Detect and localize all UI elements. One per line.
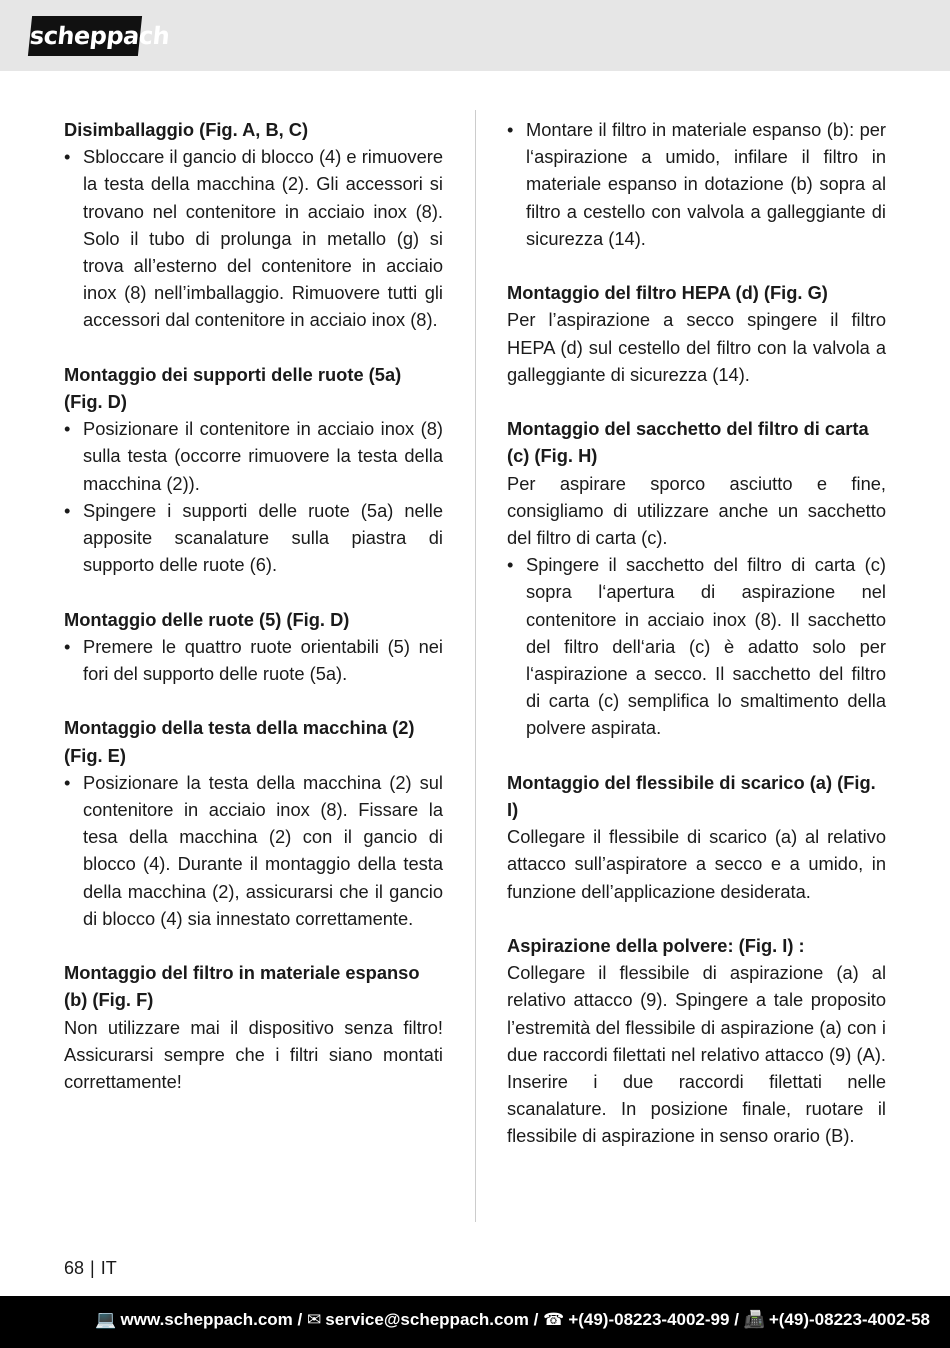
scheppach-logo: scheppach xyxy=(28,16,142,56)
list-item-text: Sbloccare il gancio di blocco (4) e rimuovere la testa della macchina (2). Gli accessori si trovano nel contenitore in acciaio inox (8). Solo il tubo di prolunga in metallo (g) si trova all’esterno del contenitore in acciaio inox (8) nell’imballaggio. Rimuovere tutti gli accessori dal contenitore in acciaio inox (8). xyxy=(83,146,443,331)
paragraph: Per l’aspirazione a secco spingere il filtro HEPA (d) sul cestello del filtro con la valvola a galleggiante di sicurezza (14). xyxy=(507,309,886,385)
bullet-list xyxy=(64,415,443,578)
list-item xyxy=(64,497,443,579)
bullet-icon: • xyxy=(507,119,514,140)
section-filtro-hepa xyxy=(507,279,886,388)
list-item xyxy=(507,551,886,741)
section-heading: Montaggio dei supporti delle ruote (5a) (Fig. D) xyxy=(64,363,402,413)
section-heading: Montaggio del filtro in materiale espanso (b) (Fig. F) xyxy=(64,962,420,1011)
list-item xyxy=(64,415,443,497)
list-item-text: Posizionare la testa della macchina (2) sul contenitore in acciaio inox (8). Fissare la tesa della macchina (2) con il gancio di blocco (4). Durante il montaggio della testa della macchina (2), assicurarsi che il gancio di blocco (4) sia innestato correttamente. xyxy=(83,771,443,929)
fax-number: +(49)-08223-4002-58 xyxy=(768,1310,930,1329)
right-column xyxy=(507,116,886,1177)
language-code: IT xyxy=(100,1258,117,1278)
fax-icon: 📠 xyxy=(743,1310,765,1329)
paragraph: Collegare il flessibile di scarico (a) al relativo attacco sull’aspiratore a secco e a umido, in funzione dell’applicazione desiderata. xyxy=(507,826,886,902)
bullet-list xyxy=(64,769,443,932)
bullet-icon: • xyxy=(507,554,514,576)
section-supporti-ruote xyxy=(64,361,443,579)
paragraph: Collegare il flessibile di aspirazione (a) al relativo attacco (9). Spingere a tale proposito l’estremità del flessibile di aspirazione (a) con i due raccordi filettati nel relativo attacco (9) (A). Inserire i due raccordi filettati nelle scanalature. In posizione finale, ruotare il flessibile di aspirazione in senso orario (B). xyxy=(507,962,886,1147)
section-heading: Montaggio della testa della macchina (2) (Fig. E) xyxy=(64,717,415,766)
section-filtro-espanso-cont xyxy=(507,116,886,252)
contact-bar xyxy=(0,1296,950,1348)
bullet-list xyxy=(64,633,443,687)
list-item-text: Spingere i supporti delle ruote (5a) nelle apposite scanalature sulla piastra di supporto delle ruote (6). xyxy=(83,499,443,576)
section-disimballaggio xyxy=(64,116,443,334)
section-heading: Montaggio del sacchetto del filtro di carta (c) (Fig. H) xyxy=(507,418,869,467)
mail-icon: ✉ xyxy=(306,1310,322,1329)
list-item-text: Premere le quattro ruote orientabili (5) nei fori del supporto delle ruote (5a). xyxy=(83,635,443,685)
website-link[interactable]: www.scheppach.com xyxy=(120,1310,293,1329)
paragraph: Non utilizzare mai il dispositivo senza filtro! Assicurarsi sempre che i filtri siano montati correttamente! xyxy=(64,1016,443,1093)
section-flessibile-scarico xyxy=(507,769,886,905)
bullet-icon: • xyxy=(64,635,71,657)
contact-separator: / xyxy=(297,1310,303,1329)
bullet-icon: • xyxy=(64,771,71,793)
list-item-text: Spingere il sacchetto del filtro di carta (c) sopra l‘apertura di aspirazione nel contenitore in acciaio inox (8). Il sacchetto del filtro dell‘aria (c) è adatto solo per l‘aspirazione a secco. Il sacchetto del filtro di carta (c) semplifica lo smaltimento della polvere aspirata. xyxy=(526,554,886,739)
bullet-icon: • xyxy=(64,146,71,168)
column-divider xyxy=(475,110,476,1222)
section-ruote xyxy=(64,606,443,688)
email-link[interactable]: service@scheppach.com xyxy=(325,1310,529,1329)
bullet-list xyxy=(507,551,886,741)
list-item xyxy=(64,143,443,333)
section-filtro-espanso xyxy=(64,959,443,1095)
paragraph: Per aspirare sporco asciutto e fine, consigliamo di utilizzare anche un sacchetto del filtro di carta (c). xyxy=(507,472,886,549)
bullet-icon: • xyxy=(64,499,71,521)
section-heading: Montaggio del flessibile di scarico (a) (Fig. I) xyxy=(507,771,876,821)
section-heading: Montaggio del filtro HEPA (d) (Fig. G) xyxy=(507,282,828,304)
section-testa-macchina xyxy=(64,714,443,932)
list-item xyxy=(64,769,443,932)
section-heading: Disimballaggio (Fig. A, B, C) xyxy=(64,119,309,140)
list-item-text: Posizionare il contenitore in acciaio inox (8) sulla testa (occorre rimuovere la testa della macchina (2)). xyxy=(83,418,443,494)
header-band xyxy=(0,0,950,71)
list-item xyxy=(64,633,443,687)
section-heading: Aspirazione della polvere: (Fig. I) : xyxy=(507,935,805,957)
section-aspirazione-polvere xyxy=(507,932,886,1150)
contact-separator: / xyxy=(533,1310,539,1329)
phone-icon: ☎ xyxy=(543,1310,565,1329)
page-number: 68 xyxy=(64,1258,85,1278)
bullet-list xyxy=(507,116,886,252)
phone-number: +(49)-08223-4002-99 xyxy=(568,1310,730,1329)
page-separator: | xyxy=(90,1258,95,1278)
left-column xyxy=(64,116,443,1122)
contact-separator: / xyxy=(734,1310,739,1329)
bullet-icon: • xyxy=(64,418,71,440)
section-sacchetto-filtro xyxy=(507,415,886,741)
list-item-text: Montare il filtro in materiale espanso (b): per l‘aspirazione a umido, infilare il filtro in materiale espanso in dotazione (b) sopra al filtro a cestello con valvola a galleggiante di sicurezza (14). xyxy=(526,119,886,249)
page-footer xyxy=(64,1256,117,1280)
section-heading: Montaggio delle ruote (5) (Fig. D) xyxy=(64,608,350,630)
list-item xyxy=(507,116,886,252)
computer-icon: 💻 xyxy=(95,1310,117,1329)
bullet-list xyxy=(64,143,443,333)
